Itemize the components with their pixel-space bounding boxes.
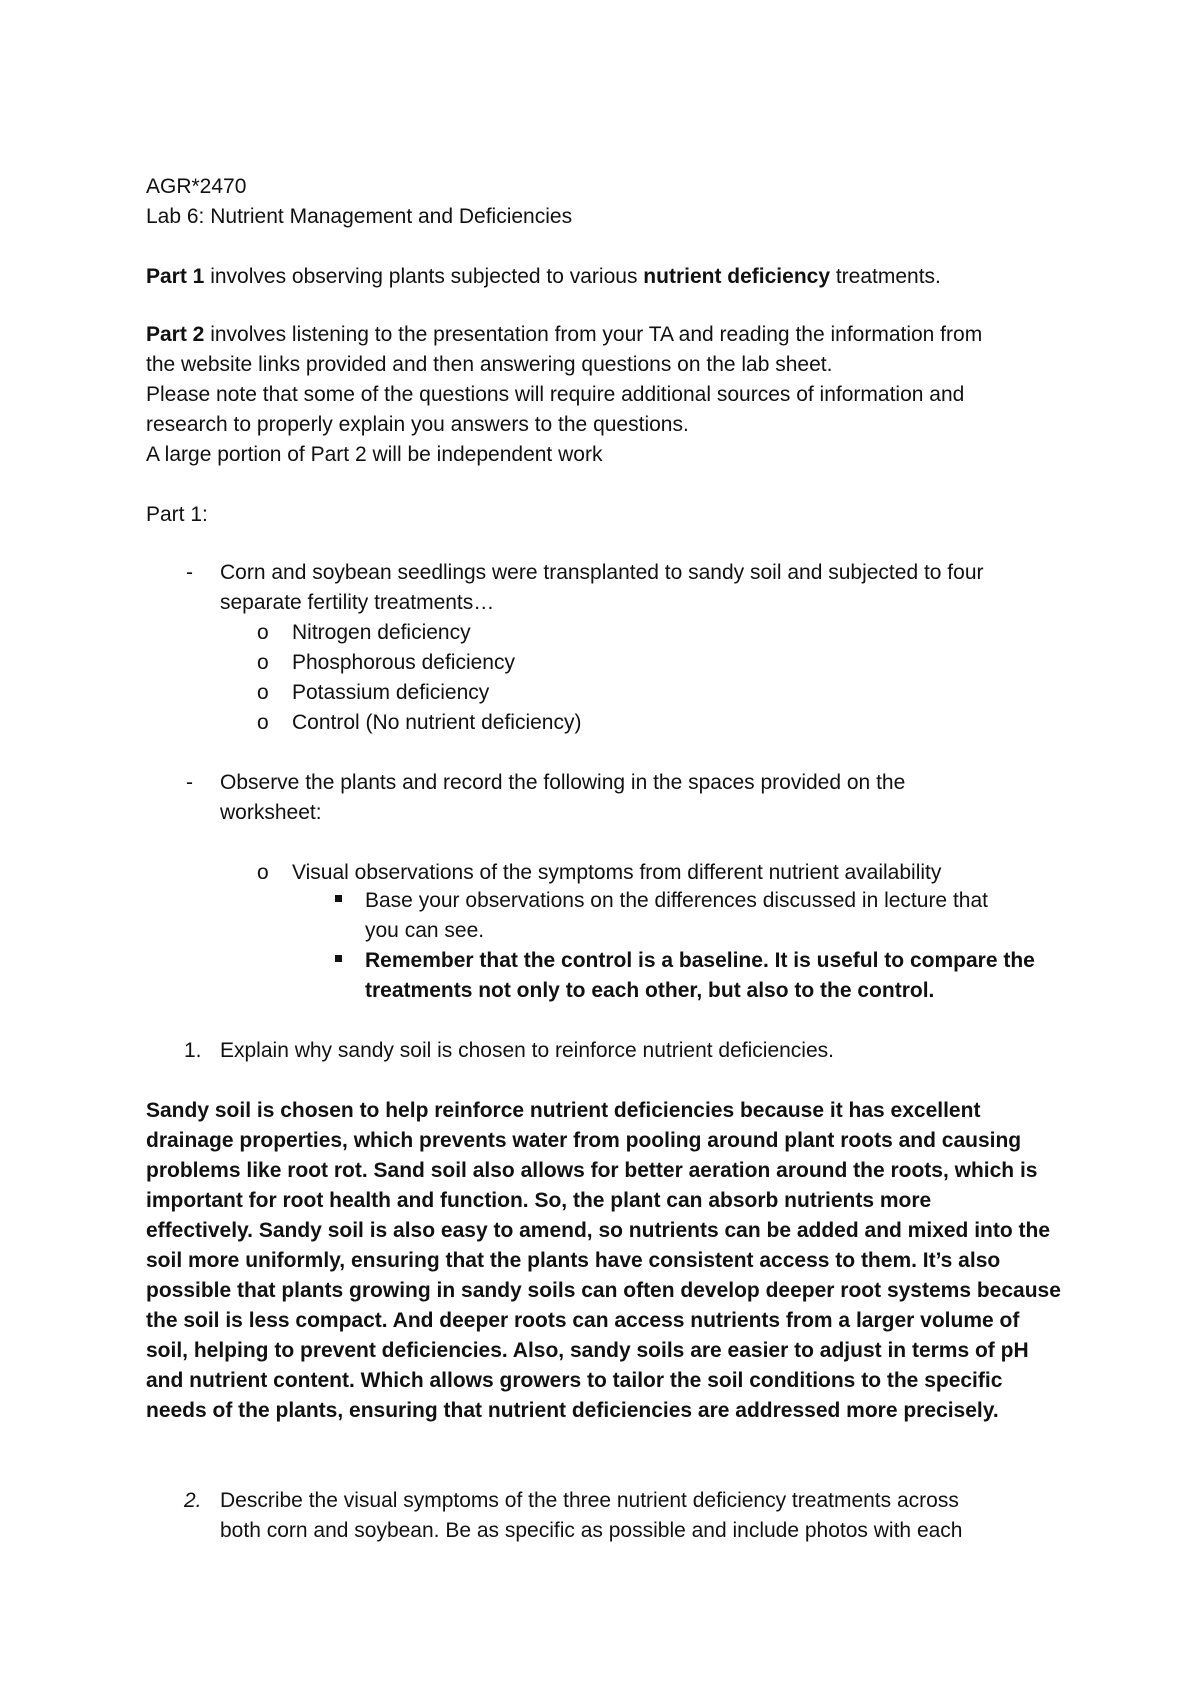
answer-line: and nutrient content. Which allows growers to tailor the soil conditions to the specific (146, 1369, 1003, 1392)
observation-point-line1: Remember that the control is a baseline. It is useful to compare the (365, 949, 1035, 972)
part2-intro-line1 (146, 320, 982, 350)
bullet1-line2: separate fertility treatments… (220, 591, 495, 614)
observation-point-line2: treatments not only to each other, but also to the control. (365, 979, 935, 1002)
question-2-line2: both corn and soybean. Be as specific as possible and include photos with each (220, 1519, 963, 1542)
part1-text-b: treatments. (830, 265, 941, 288)
bullet1-line1: Corn and soybean seedlings were transplanted to sandy soil and subjected to four (220, 561, 984, 584)
circle-bullet: o (257, 681, 269, 704)
treatment-item: Phosphorous deficiency (292, 651, 515, 674)
square-bullet-icon (335, 955, 342, 962)
question-1-text: Explain why sandy soil is chosen to reinforce nutrient deficiencies. (220, 1039, 834, 1062)
answer-line: soil, helping to prevent deficiencies. Also, sandy soils are easier to adjust in terms of pH (146, 1339, 1029, 1362)
circle-bullet: o (257, 711, 269, 734)
lab-title: Lab 6: Nutrient Management and Deficiencies (146, 205, 573, 228)
circle-bullet: o (257, 651, 269, 674)
observation-item: Visual observations of the symptoms from different nutrient availability (292, 861, 942, 884)
dash-bullet: - (186, 771, 193, 794)
question-2-line1: Describe the visual symptoms of the three nutrient deficiency treatments across (220, 1489, 959, 1512)
bullet2-line1: Observe the plants and record the following in the spaces provided on the (220, 771, 906, 794)
answer-line: the soil is less compact. And deeper roots can access nutrients from a larger volume of (146, 1309, 1020, 1332)
answer-line: drainage properties, which prevents water from pooling around plant roots and causing (146, 1129, 1022, 1152)
answer-line: needs of the plants, ensuring that nutrient deficiencies are addressed more precisely. (146, 1399, 999, 1422)
circle-bullet: o (257, 861, 269, 884)
treatment-item: Potassium deficiency (292, 681, 490, 704)
bullet2-line2: worksheet: (220, 801, 322, 824)
part1-intro (146, 262, 941, 292)
square-bullet-icon (335, 895, 342, 902)
answer-line: Sandy soil is chosen to help reinforce nutrient deficiencies because it has excellent (146, 1099, 981, 1122)
answer-line: effectively. Sandy soil is also easy to amend, so nutrients can be added and mixed into the (146, 1219, 1051, 1242)
circle-bullet: o (257, 621, 269, 644)
part1-label: Part 1 (146, 265, 205, 288)
part2-intro-line2: the website links provided and then answering questions on the lab sheet. (146, 353, 833, 376)
answer-line: important for root health and function. So, the plant can absorb nutrients more (146, 1189, 932, 1212)
course-code: AGR*2470 (146, 175, 247, 198)
dash-bullet: - (186, 561, 193, 584)
part2-intro-line4: research to properly explain you answers to the questions. (146, 413, 689, 436)
treatment-item: Control (No nutrient deficiency) (292, 711, 582, 734)
treatment-item: Nitrogen deficiency (292, 621, 471, 644)
answer-line: soil more uniformly, ensuring that the plants have consistent access to them. It’s also (146, 1249, 1001, 1272)
part1-text-a: involves observing plants subjected to various (204, 265, 644, 288)
answer-line: problems like root rot. Sand soil also allows for better aeration around the roots, which is (146, 1159, 1038, 1182)
part1-heading: Part 1: (146, 503, 208, 526)
observation-point-line1: Base your observations on the differences discussed in lecture that (365, 889, 988, 912)
part1-emphasis: nutrient deficiency (643, 265, 830, 288)
question-number: 1. (184, 1039, 202, 1062)
question-number: 2. (184, 1489, 202, 1512)
part2-intro-line5: A large portion of Part 2 will be independent work (146, 443, 603, 466)
answer-line: possible that plants growing in sandy soils can often develop deeper root systems because (146, 1279, 1061, 1302)
part2-line1-rest: involves listening to the presentation from your TA and reading the information from (204, 323, 983, 346)
part2-intro-line3: Please note that some of the questions will require additional sources of information and (146, 383, 965, 406)
observation-point-line2: you can see. (365, 919, 485, 942)
part2-label: Part 2 (146, 323, 205, 346)
